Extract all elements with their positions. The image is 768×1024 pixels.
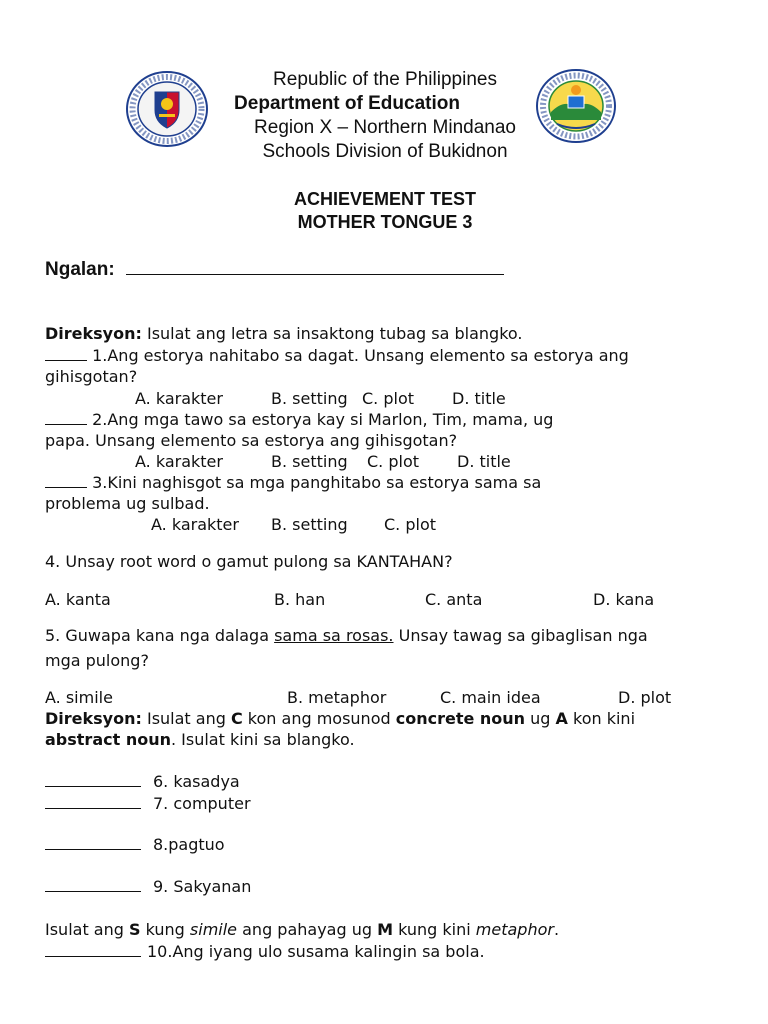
question-3-cont: problema ug sulbad. bbox=[45, 494, 210, 513]
q5-choice-b: B. metaphor bbox=[287, 688, 387, 707]
q4-choice-c: C. anta bbox=[425, 590, 483, 609]
answer-blank-6[interactable] bbox=[45, 772, 141, 787]
direction-2-text: . Isulat kini sa blangko. bbox=[170, 730, 355, 749]
question-2 bbox=[45, 410, 553, 429]
q1-choice-c: C. plot bbox=[362, 389, 415, 408]
name-blank[interactable] bbox=[126, 260, 504, 275]
question-5 bbox=[45, 626, 648, 645]
q4-choice-a: A. kanta bbox=[45, 590, 111, 609]
item-10 bbox=[45, 942, 485, 961]
question-2-cont: papa. Unsang elemento sa estorya ang gihisgotan? bbox=[45, 431, 458, 450]
question-2-text: 2.Ang mga tawo sa estorya kay si Marlon, Tim, mama, ug bbox=[87, 410, 554, 429]
answer-blank-2[interactable] bbox=[45, 410, 87, 425]
header-department: Department of Education bbox=[234, 93, 460, 114]
q3-choice-c: C. plot bbox=[384, 515, 437, 534]
q3-choice-a: A. karakter bbox=[151, 515, 239, 534]
direction-3-text: Isulat ang bbox=[45, 920, 129, 939]
test-title: ACHIEVEMENT TEST bbox=[293, 189, 476, 209]
header-division: Schools Division of Bukidnon bbox=[262, 141, 508, 162]
direction-3-text: ang pahayag ug bbox=[237, 920, 378, 939]
q1-choice-d: D. title bbox=[452, 389, 506, 408]
answer-blank-7[interactable] bbox=[45, 794, 141, 809]
direction-2-cont bbox=[45, 730, 355, 749]
letter-a: A bbox=[555, 709, 568, 728]
question-3-text: 3.Kini naghisgot sa mga panghitabo sa estorya sama sa bbox=[87, 473, 542, 492]
answer-blank-10[interactable] bbox=[45, 942, 141, 957]
answer-blank-3[interactable] bbox=[45, 473, 87, 488]
name-row bbox=[45, 259, 504, 281]
item-8-text: 8.pagtuo bbox=[153, 835, 225, 854]
q4-choice-b: B. han bbox=[274, 590, 326, 609]
question-1-cont: gihisgotan? bbox=[45, 367, 138, 386]
answer-blank-8[interactable] bbox=[45, 835, 141, 850]
q2-choice-b: B. setting bbox=[271, 452, 348, 471]
letter-c: C bbox=[230, 709, 243, 728]
header-republic: Republic of the Philippines bbox=[273, 69, 497, 90]
direction-2-text: kon ang mosunod bbox=[242, 709, 396, 728]
direction-2-label: Direksyon: bbox=[45, 709, 142, 728]
question-5-cont: mga pulong? bbox=[45, 651, 149, 670]
direction-3-text: kung bbox=[140, 920, 190, 939]
direction-3 bbox=[45, 920, 559, 939]
q1-choice-a: A. karakter bbox=[135, 389, 223, 408]
letter-s: S bbox=[129, 920, 141, 939]
question-1 bbox=[45, 346, 629, 365]
item-6-text: 6. kasadya bbox=[153, 772, 240, 791]
concrete-noun-term: concrete noun bbox=[395, 709, 526, 728]
direction-1 bbox=[45, 324, 523, 343]
q5-choice-a: A. simile bbox=[45, 688, 113, 707]
direction-text: Isulat ang letra sa insaktong tubag sa blangko. bbox=[141, 324, 523, 343]
q5-choice-c: C. main idea bbox=[440, 688, 541, 707]
q2-choice-d: D. title bbox=[457, 452, 511, 471]
direction-label: Direksyon: bbox=[45, 324, 142, 343]
item-7-text: 7. computer bbox=[153, 794, 251, 813]
q3-choice-b: B. setting bbox=[271, 515, 348, 534]
answer-blank-9[interactable] bbox=[45, 877, 141, 892]
q1-choice-b: B. setting bbox=[271, 389, 348, 408]
test-subject: MOTHER TONGUE 3 bbox=[297, 212, 473, 232]
item-8 bbox=[45, 835, 225, 854]
metaphor-term: metaphor bbox=[475, 920, 554, 939]
question-5-post: Unsay tawag sa gibaglisan nga bbox=[393, 626, 648, 645]
direction-2-text: ug bbox=[525, 709, 556, 728]
item-10-text: 10.Ang iyang ulo susama kalingin sa bola. bbox=[147, 942, 485, 961]
simile-term: simile bbox=[189, 920, 238, 939]
header-region: Region X – Northern Mindanao bbox=[254, 117, 516, 138]
question-3 bbox=[45, 473, 541, 492]
direction-3-text: . bbox=[553, 920, 560, 939]
item-6 bbox=[45, 772, 240, 791]
q4-choice-d: D. kana bbox=[593, 590, 655, 609]
q2-choice-a: A. karakter bbox=[135, 452, 223, 471]
direction-2-text: kon kini bbox=[567, 709, 636, 728]
direction-2 bbox=[45, 709, 635, 728]
q5-choice-d: D. plot bbox=[618, 688, 672, 707]
item-9 bbox=[45, 877, 251, 896]
direction-2-text: Isulat ang bbox=[141, 709, 231, 728]
question-5-underlined: sama sa rosas. bbox=[274, 626, 394, 645]
question-4: 4. Unsay root word o gamut pulong sa KANTAHAN? bbox=[45, 552, 453, 571]
direction-3-text: kung kini bbox=[393, 920, 476, 939]
item-7 bbox=[45, 794, 251, 813]
q2-choice-c: C. plot bbox=[367, 452, 420, 471]
letter-m: M bbox=[377, 920, 394, 939]
question-1-text: 1.Ang estorya nahitabo sa dagat. Unsang elemento sa estorya ang bbox=[87, 346, 629, 365]
item-9-text: 9. Sakyanan bbox=[153, 877, 252, 896]
abstract-noun-term: abstract noun bbox=[45, 730, 171, 749]
answer-blank-1[interactable] bbox=[45, 346, 87, 361]
name-label: Ngalan: bbox=[45, 259, 115, 280]
question-5-pre: 5. Guwapa kana nga dalaga bbox=[45, 626, 275, 645]
